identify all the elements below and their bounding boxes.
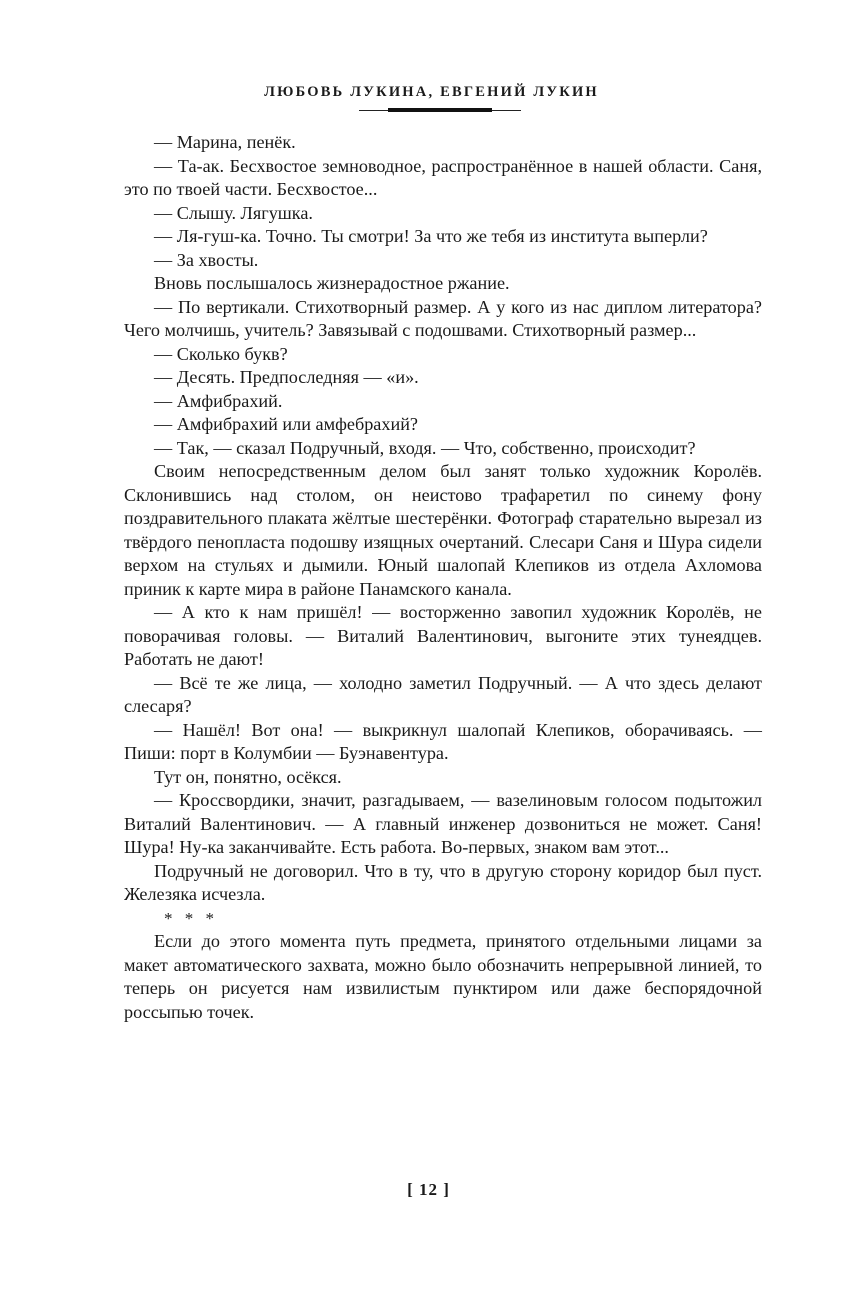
head-rule-accent [388, 108, 492, 112]
paragraph: Подручный не договорил. Что в ту, что в другую сторону коридор был пуст. Железяка исчезла. [124, 860, 762, 904]
paragraph: — За хвосты. [154, 249, 259, 270]
paragraph: Своим непосредственным делом был занят только художник Королёв. Склонившись над столом, он неистово трафаретил по синему фону поздравительного плаката жёлтые шестерёнки. Фотограф старательно вырезал из твёрдого пенопласта подошву изящных очертаний. Слесари Саня и Шура сидели верхом на стульях и дымили. Юный шалопай Клепиков из отдела Ахломова приник к карте мира в районе Панамского канала. [124, 461, 762, 599]
paragraph: — Кроссвордики, значит, разгадываем, — вазелиновым голосом подытожил Виталий Валентинович. — А главный инженер дозвониться не может. Саня! Шура! Ну-ка заканчивайте. Есть работа. Во-первых, знаком вам этот... [124, 790, 762, 857]
paragraph: — А кто к нам пришёл! — восторженно завопил художник Королёв, не поворачивая головы. — Виталий Валентинович, выгоните этих тунеядцев. Работать не дают! [124, 602, 762, 669]
paragraph: — Ля-гуш-ка. Точно. Ты смотри! За что же тебя из института выперли? [154, 226, 708, 246]
paragraph: Если до этого момента путь предмета, принятого отдельными лицами за макет автоматического захвата, можно было обозначить непрерывной линией, то теперь он рисуется нам извилистым пунктиром или даже беспорядочной россыпью точек. [124, 931, 762, 1022]
section-separator: * * * [164, 908, 218, 928]
paragraph: — Слышу. Лягушка. [154, 202, 313, 223]
paragraph: — Амфибрахий или амфебрахий? [154, 414, 419, 434]
paragraph: — Амфибрахий. [154, 390, 283, 411]
paragraph: — Нашёл! Вот она! — выкрикнул шалопай Клепиков, оборачиваясь. — Пиши: порт в Колумбии — Буэнавентура. [124, 719, 762, 763]
page-number: [ 12 ] [407, 1180, 450, 1199]
paragraph: — Всё те же лица, — холодно заметил Подручный. — А что здесь делают слесаря? [124, 672, 762, 716]
paragraph: — Сколько букв? [154, 343, 288, 364]
paragraph: — Марина, пенёк. [154, 132, 296, 152]
paragraph: — Так, — сказал Подручный, входя. — Что, собственно, происходит? [154, 437, 696, 458]
paragraph: — Десять. Предпоследняя — «и». [154, 367, 419, 387]
paragraph: — Та-ак. Бесхвостое земноводное, распространённое в нашей области. Саня, это по твоей части. Бесхвостое... [124, 155, 762, 199]
paragraph: Вновь послышалось жизнерадостное ржание. [154, 273, 510, 293]
body-text [124, 131, 762, 1024]
running-head: ЛЮБОВЬ ЛУКИНА, ЕВГЕНИЙ ЛУКИН [264, 84, 599, 100]
paragraph: — По вертикали. Стихотворный размер. А у кого из нас диплом литератора? Чего молчишь, учитель? Завязывай с подошвами. Стихотворный размер... [124, 296, 762, 340]
paragraph: Тут он, понятно, осёкся. [154, 766, 342, 787]
